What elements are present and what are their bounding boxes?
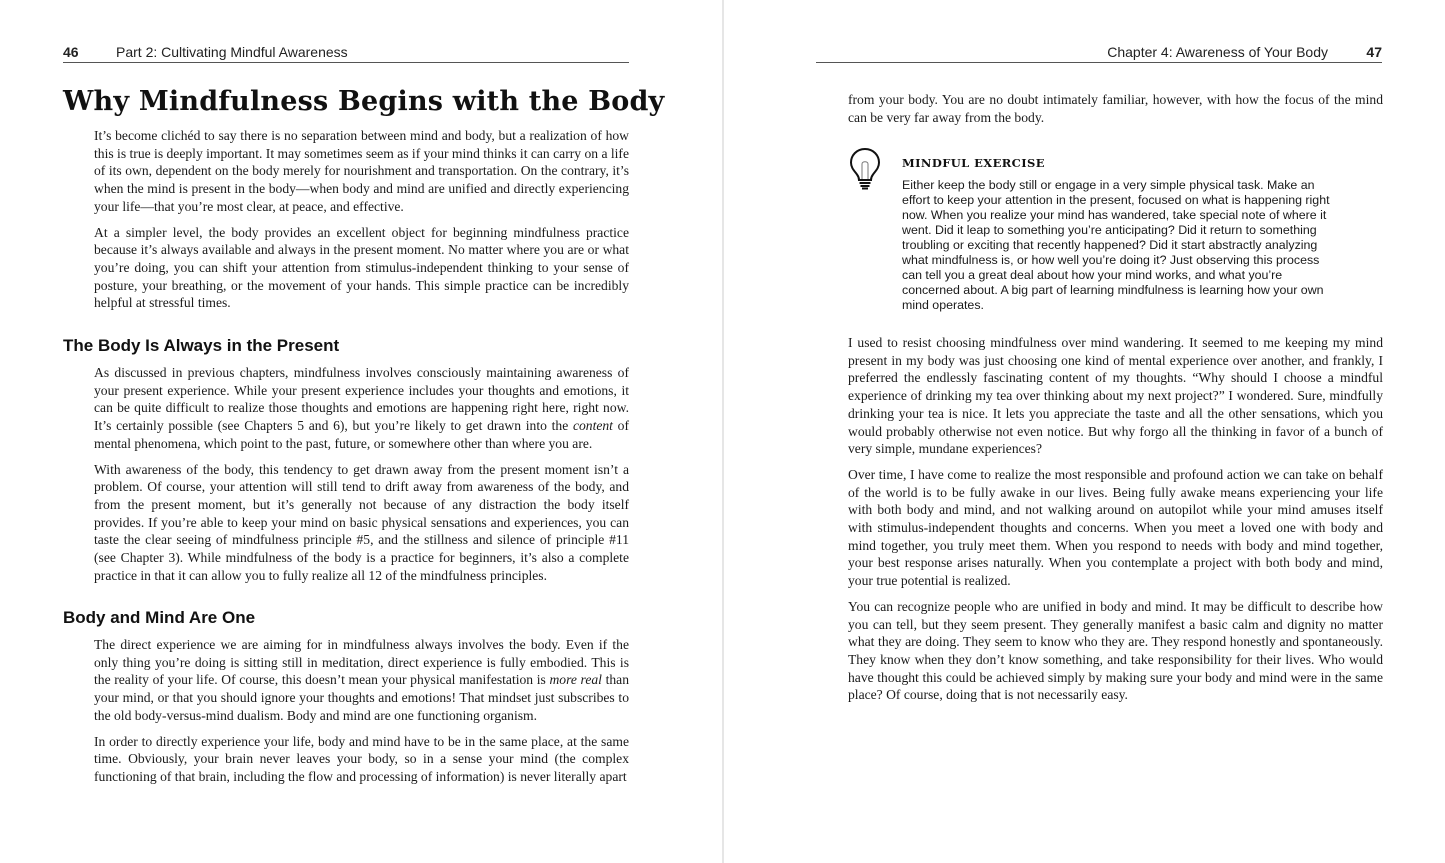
section1-p1-text-end: of mental phenomena, which point to the past, future, or somewhere other than where you are. <box>94 418 629 451</box>
section1-text <box>94 364 629 584</box>
exercise-label: MINDFUL EXERCISE <box>902 156 1045 170</box>
intro-text <box>94 127 629 312</box>
right-paragraph-1: I used to resist choosing mindfulness over mind wandering. It seemed to me keeping my mind present in my body was just choosing one kind of mental experience over another, and frankly, I preferred the endlessly fascinating content of my thoughts. “Why should I choose a mindful experience of drinking my tea over thinking about my next project?” I wondered. Sure, mindfully drinking your tea is nice. It lets you appreciate the taste and all the other sensations, which you would probably otherwise not even notice. But why forgo all the thinking in favor of a bunch of very simple, mundane experiences? <box>848 335 1383 457</box>
intro-paragraph-2: At a simpler level, the body provides an excellent object for beginning mindfulness practice because it’s always available and always in the present moment. No matter where you are or what you’re doing, you can shift your attention from stimulus-independent thinking to your sense of posture, your breathing, or the movement of your hands. This simple practice can be incredibly helpful at stressful times. <box>94 224 629 311</box>
section2-paragraph-2: In order to directly experience your life, body and mind have to be in the same place, at the same time. Obviously, your brain never leaves your body, so in a sense your mind (the complex functioning of that brain, including the flow and processing of information) is never literally apart <box>94 733 629 784</box>
section1-p1-emphasis: content <box>572 418 613 434</box>
right-body-text <box>848 334 1383 704</box>
section2-p1-text: The direct experience we are aiming for in mindfulness always involves the body. Even if the only thing you’re doing is sitting still in meditation, direct experience is fully embodied. This is the reality of your life. Of course, this doesn’t mean your physical manifestation is <box>94 637 629 688</box>
right-page <box>722 0 1445 863</box>
section2-p1-emphasis: more real <box>549 672 602 688</box>
right-paragraph-3: You can recognize people who are unified in body and mind. It may be difficult to describe how you can tell, but they seem present. They generally manifest a basic calm and dignity no matter what they are doing. They seem to know who they are. They respond honestly and spontaneously. They know when they don’t know something, and take responsibility for their lives. Who would have thought this could be achieved simply by making sure your body and mind were in the same place? Of course, doing that is not necessarily easy. <box>848 598 1383 703</box>
left-page-number: 46 <box>63 44 79 60</box>
gutter-divider <box>722 0 724 863</box>
exercise-body: Either keep the body still or engage in a very simple physical task. Make an effort to keep your attention in the present, focused on what is happening right now. When you realize your mind has wandered, take special note of where it went. Did it leap to something you’re anticipating? Did it return to something troubling or exciting that recently happened? Did it start abstractly analyzing what mindfulness is, or how well you’re doing it? Just observing this process can tell you a great deal about how your mind works, and what you’re concerned about. A big part of learning mindfulness is learning how your own mind operates. <box>902 178 1330 312</box>
section1-p1-text: As discussed in previous chapters, mindfulness involves consciously maintaining awareness of your present experience. While your present experience includes your thoughts and emotions, it can be quite difficult to realize those thoughts and emotions are happening right here, right now. It’s certainly possible (see Chapters 5 and 6), but you’re likely to get drawn into the <box>94 365 629 434</box>
section2-text <box>94 636 629 786</box>
right-running-head-text: Chapter 4: Awareness of Your Body <box>1107 44 1328 60</box>
continuation-text <box>848 91 1383 126</box>
section1-paragraph-1 <box>94 364 629 453</box>
right-page-number: 47 <box>1366 44 1382 60</box>
right-paragraph-2: Over time, I have come to realize the most responsible and profound action we can take on behalf of the world is to be fully awake in our lives. Being fully awake means experiencing your life with both body and mind, and not walking around on autopilot while your mind amuses itself with stimulus-independent thoughts and concerns. When you meet a loved one with body and mind together, you truly meet them. When you respond to needs with body and mind together, your best response arises naturally. When you contemplate a project with both body and mind, your true potential is realized. <box>848 466 1383 589</box>
continuation-paragraph: from your body. You are no doubt intimately familiar, however, with how the focus of the mind can be very far away from the body. <box>848 92 1383 125</box>
left-running-head-text: Part 2: Cultivating Mindful Awareness <box>116 44 348 60</box>
right-running-head <box>816 42 1382 63</box>
section1-paragraph-2: With awareness of the body, this tendency to get drawn away from the present moment isn’t a problem. Of course, your attention will still tend to drift away from awareness of the body, and from the present moment, but it’s generally not because of any distraction the body itself provides. If you’re able to keep your mind on basic physical sensations and experiences, you can taste the clear seeing of mindfulness principle #5, and the stillness and silence of principle #11 (see Chapter 3). While mindfulness of the body is a practice for beginners, it’s also a complete practice in that it can allow you to fully realize all 12 of the mindfulness principles. <box>94 461 629 583</box>
section-heading-body-present: The Body Is Always in the Present <box>63 336 340 355</box>
lightbulb-icon <box>848 146 882 190</box>
intro-paragraph-1: It’s become clichéd to say there is no separation between mind and body, but a realization of how this is true is deeply important. It may sometimes seem as if your mind thinks it can carry on a life of its own, dependent on the body merely for nourishment and transportation. On the contrary, it’s when the mind is present in the body—when body and mind are unified and directly experiencing your life—that you’re most clear, at peace, and effective. <box>94 128 629 214</box>
section-heading-body-mind-one: Body and Mind Are One <box>63 608 256 627</box>
chapter-section-title: Why Mindfulness Begins with the Body <box>63 86 665 117</box>
left-running-head <box>63 42 629 63</box>
left-page <box>0 0 722 863</box>
section2-p1-text-end: than your mind, or that you should ignore your thoughts and emotions! That mindset just subscribes to the old body-versus-mind dualism. Body and mind are one functioning organism. <box>94 672 629 723</box>
section2-paragraph-1 <box>94 636 629 725</box>
